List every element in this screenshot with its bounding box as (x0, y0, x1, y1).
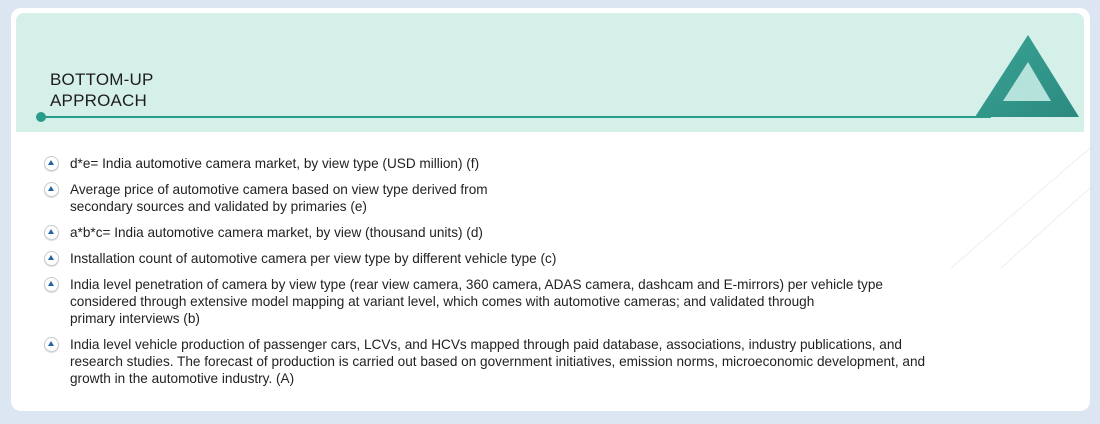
header-divider-line (41, 116, 991, 118)
list-item (44, 181, 925, 215)
triangle-bullet-icon (44, 337, 59, 352)
triangle-icon (975, 35, 1081, 119)
list-item (44, 336, 925, 387)
list-item (44, 276, 925, 327)
title-line-2: APPROACH (50, 91, 148, 110)
list-item (44, 155, 925, 172)
triangle-bullet-icon (44, 251, 59, 266)
bottom-up-approach-panel (11, 8, 1090, 411)
list-item-text: considered through extensive model mapping at variant level, which comes with automotive cameras; and validated through (70, 294, 815, 309)
list-item-text: primary interviews (b) (70, 311, 200, 326)
list-item-text: Installation count of automotive camera per view type by different vehicle type (c) (70, 251, 557, 266)
triangle-bullet-icon (44, 277, 59, 292)
list-item-text: India level penetration of camera by view type (rear view camera, 360 camera, ADAS camera, dashcam and E-mirrors) per vehicle type (70, 277, 883, 292)
list-item-text: a*b*c= India automotive camera market, by view (thousand units) (d) (70, 225, 483, 240)
header-line-dot (36, 112, 46, 122)
section-title (50, 69, 154, 111)
approach-steps-list (44, 155, 925, 396)
triangle-bullet-icon (44, 225, 59, 240)
list-item-text: India level vehicle production of passenger cars, LCVs, and HCVs mapped through paid database, associations, industry publications, and (70, 337, 902, 352)
triangle-bullet-icon (44, 182, 59, 197)
list-item-text: growth in the automotive industry. (A) (70, 371, 295, 386)
header-band (16, 13, 1084, 132)
list-item-text: Average price of automotive camera based on view type derived from (70, 182, 488, 197)
list-item (44, 224, 925, 241)
list-item-text: d*e= India automotive camera market, by view type (USD million) (f) (70, 156, 480, 171)
triangle-bullet-icon (44, 156, 59, 171)
list-item-text: research studies. The forecast of production is carried out based on government initiatives, emission norms, microeconomic development, and (70, 354, 926, 369)
list-item-text: secondary sources and validated by primaries (e) (70, 199, 367, 214)
title-line-1: BOTTOM-UP (50, 70, 154, 89)
list-item (44, 250, 925, 267)
